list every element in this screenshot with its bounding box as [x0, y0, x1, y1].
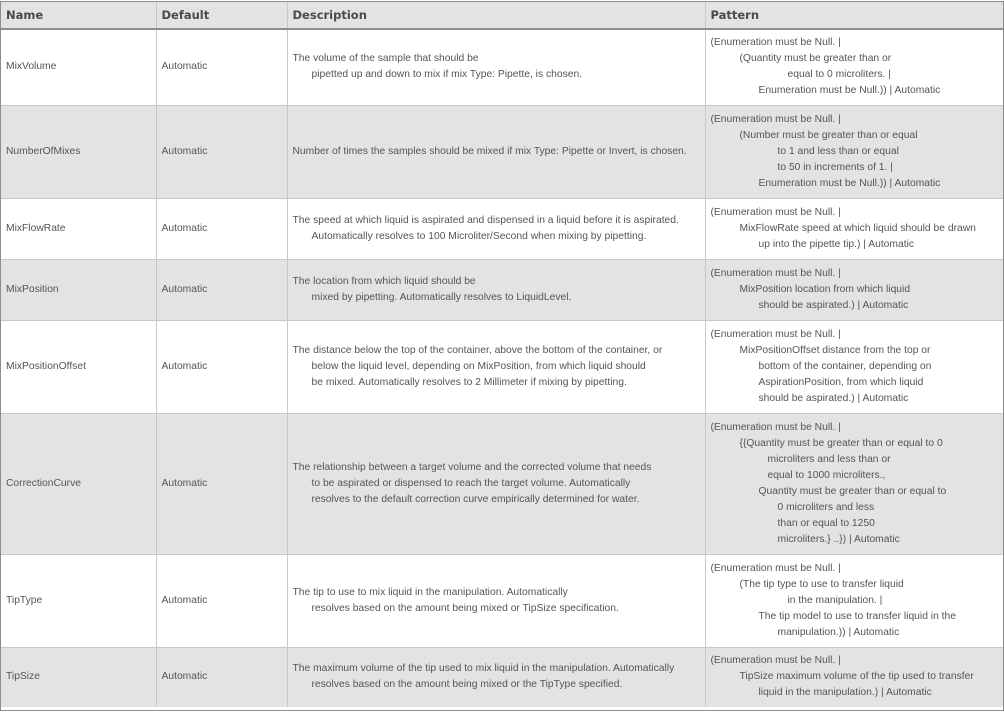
cell-pattern [705, 259, 1003, 320]
description-line: below the liquid level, depending on MixPosition, from which liquid should [311, 360, 646, 372]
cell-default: Automatic [156, 554, 287, 647]
pattern-line: should be aspirated.) | Automatic [758, 392, 909, 404]
table-row [1, 29, 1003, 105]
pattern-line: (Quantity must be greater than or [739, 53, 892, 65]
pattern-line: MixPosition location from which liquid [739, 283, 911, 295]
description-line: The speed at which liquid is aspirated and dispensed in a liquid before it is aspirated. [292, 214, 679, 226]
description-line: to be aspirated or dispensed to reach the target volume. Automatically [311, 477, 631, 489]
cell-description [287, 554, 705, 647]
table-row [1, 554, 1003, 647]
pattern-line: (Number must be greater than or equal [739, 129, 918, 141]
pattern-line: Enumeration must be Null.)) | Automatic [758, 177, 941, 189]
cell-description [287, 29, 705, 105]
description-line: The distance below the top of the container, above the bottom of the container, or [292, 344, 663, 356]
pattern-line: equal to 1000 microliters., [767, 469, 886, 481]
pattern-line: 0 microliters and less [777, 501, 875, 513]
pattern-line: {{Quantity must be greater than or equal to 0 [739, 437, 943, 449]
pattern-line: Enumeration must be Null.)) | Automatic [758, 85, 941, 97]
cell-name: CorrectionCurve [1, 413, 156, 554]
header-name: Name [1, 2, 156, 29]
description-line: be mixed. Automatically resolves to 2 Millimeter if mixing by pipetting. [311, 376, 627, 388]
cell-pattern [705, 554, 1003, 647]
pattern-line: TipSize maximum volume of the tip used to transfer [739, 671, 974, 683]
pattern-line: MixFlowRate speed at which liquid should be drawn [739, 222, 976, 234]
cell-pattern [705, 105, 1003, 198]
description-line: The location from which liquid should be [292, 275, 476, 287]
options-table [1, 2, 1003, 707]
cell-pattern [705, 647, 1003, 707]
pattern-line: in the manipulation. | [787, 594, 883, 606]
pattern-line: than or equal to 1250 [777, 517, 875, 529]
pattern-line: to 1 and less than or equal [777, 145, 899, 157]
cell-name: MixVolume [1, 29, 156, 105]
pattern-line: MixPositionOffset distance from the top or [739, 344, 931, 356]
table-header-row [1, 2, 1003, 29]
cell-default: Automatic [156, 413, 287, 554]
cell-description [287, 413, 705, 554]
description-line: The volume of the sample that should be [292, 53, 479, 65]
cell-description [287, 105, 705, 198]
pattern-line: equal to 0 microliters. | [787, 69, 891, 81]
header-pattern: Pattern [705, 2, 1003, 29]
cell-default: Automatic [156, 29, 287, 105]
pattern-line: to 50 in increments of 1. | [777, 161, 893, 173]
cell-description [287, 198, 705, 259]
pattern-line: (Enumeration must be Null. | [710, 113, 841, 125]
cell-default: Automatic [156, 105, 287, 198]
description-line: mixed by pipetting. Automatically resolves to LiquidLevel. [311, 291, 572, 303]
description-line: The maximum volume of the tip used to mix liquid in the manipulation. Automatically [292, 663, 675, 675]
table-row [1, 320, 1003, 413]
pattern-line: (Enumeration must be Null. | [710, 421, 841, 433]
cell-pattern [705, 320, 1003, 413]
pattern-line: (Enumeration must be Null. | [710, 37, 841, 49]
cell-description [287, 647, 705, 707]
cell-pattern [705, 198, 1003, 259]
pattern-line: (Enumeration must be Null. | [710, 328, 841, 340]
pattern-line: (Enumeration must be Null. | [710, 267, 841, 279]
cell-name: MixPositionOffset [1, 320, 156, 413]
cell-description [287, 320, 705, 413]
header-description: Description [287, 2, 705, 29]
pattern-line: (Enumeration must be Null. | [710, 206, 841, 218]
table-row [1, 413, 1003, 554]
description-line: The tip to use to mix liquid in the manipulation. Automatically [292, 586, 568, 598]
table-row [1, 647, 1003, 707]
description-line: resolves based on the amount being mixed or the TipType specified. [311, 679, 623, 691]
cell-description [287, 259, 705, 320]
options-table-container [0, 1, 1004, 711]
cell-default: Automatic [156, 647, 287, 707]
pattern-line: AspirationPosition, from which liquid [758, 376, 924, 388]
cell-name: NumberOfMixes [1, 105, 156, 198]
description-line: pipetted up and down to mix if mix Type: Pipette, is chosen. [311, 69, 583, 81]
cell-name: TipType [1, 554, 156, 647]
table-row [1, 105, 1003, 198]
description-line: resolves based on the amount being mixed or TipSize specification. [311, 602, 619, 614]
cell-default: Automatic [156, 198, 287, 259]
cell-pattern [705, 29, 1003, 105]
table-row [1, 198, 1003, 259]
description-line: Automatically resolves to 100 Microliter/Second when mixing by pipetting. [311, 230, 647, 242]
cell-default: Automatic [156, 320, 287, 413]
table-row [1, 259, 1003, 320]
pattern-line: up into the pipette tip.) | Automatic [758, 238, 915, 250]
header-default: Default [156, 2, 287, 29]
description-line: The relationship between a target volume and the corrected volume that needs [292, 461, 652, 473]
cell-name: MixPosition [1, 259, 156, 320]
pattern-line: (Enumeration must be Null. | [710, 655, 841, 667]
description-line: Number of times the samples should be mixed if mix Type: Pipette or Invert, is chosen. [292, 145, 687, 157]
pattern-line: The tip model to use to transfer liquid in the [758, 610, 956, 622]
cell-pattern [705, 413, 1003, 554]
pattern-line: (Enumeration must be Null. | [710, 562, 841, 574]
pattern-line: bottom of the container, depending on [758, 360, 932, 372]
pattern-line: Quantity must be greater than or equal to [758, 485, 947, 497]
pattern-line: manipulation.)) | Automatic [777, 626, 900, 638]
cell-default: Automatic [156, 259, 287, 320]
pattern-line: microliters and less than or [767, 453, 891, 465]
pattern-line: microliters.} ..}) | Automatic [777, 533, 900, 545]
cell-name: MixFlowRate [1, 198, 156, 259]
pattern-line: liquid in the manipulation.) | Automatic [758, 687, 932, 699]
pattern-line: should be aspirated.) | Automatic [758, 299, 909, 311]
pattern-line: (The tip type to use to transfer liquid [739, 578, 904, 590]
description-line: resolves to the default correction curve empirically determined for water. [311, 493, 640, 505]
cell-name: TipSize [1, 647, 156, 707]
